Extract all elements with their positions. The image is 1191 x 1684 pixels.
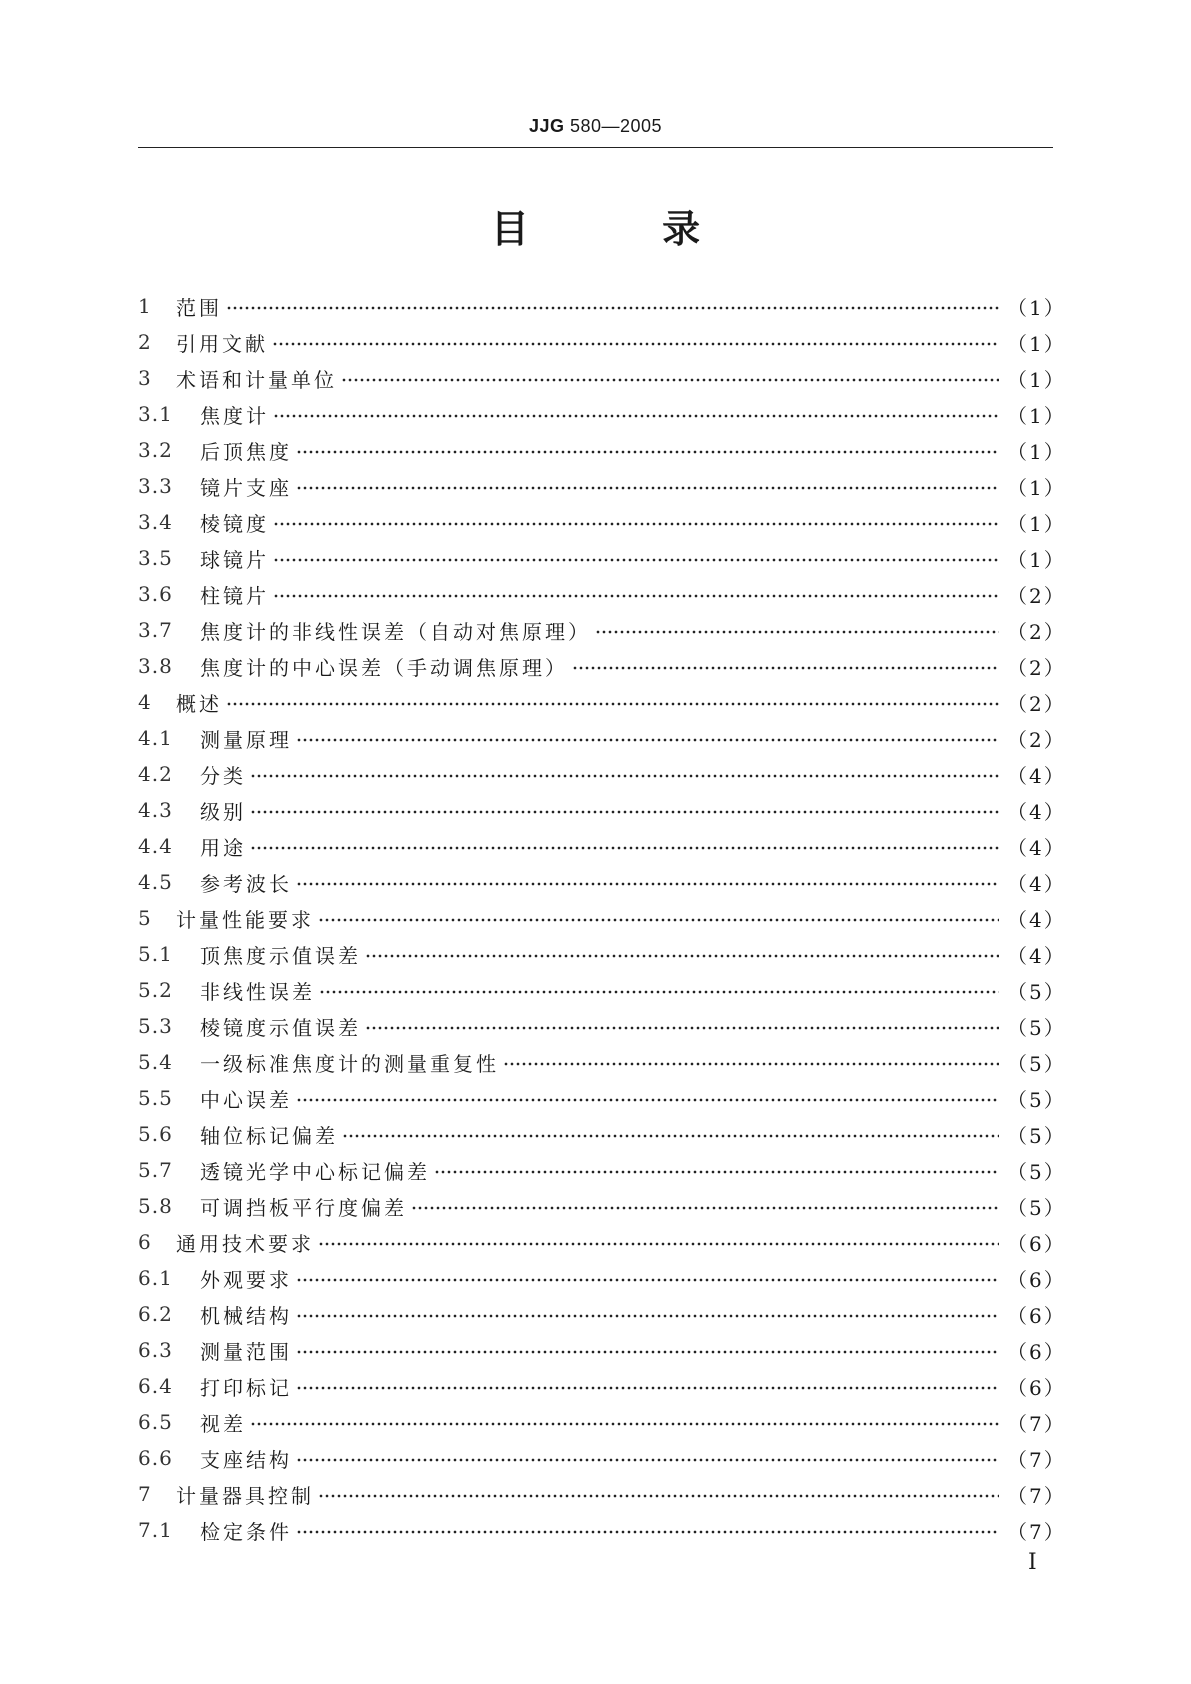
toc-dot-leader xyxy=(296,485,999,491)
toc-entry-number: 3.6 xyxy=(138,582,173,606)
toc-entry-label: 测量范围 xyxy=(200,1339,292,1364)
toc-entry[interactable] xyxy=(138,360,1066,396)
toc-entry-number: 4.5 xyxy=(138,870,173,894)
toc-entry-page: （1） xyxy=(1007,367,1066,392)
toc-entry-label: 用途 xyxy=(200,835,246,860)
toc-entry-page: （2） xyxy=(1007,583,1066,608)
toc-entry-page: （4） xyxy=(1007,835,1066,860)
toc-entry[interactable] xyxy=(138,540,1066,576)
toc-entry-number: 4.3 xyxy=(138,798,173,822)
toc-dot-leader xyxy=(319,989,999,995)
toc-entry-label: 测量原理 xyxy=(200,727,292,752)
page-number: I xyxy=(1028,1550,1037,1575)
toc-entry-page: （5） xyxy=(1007,1159,1066,1184)
toc-entry[interactable] xyxy=(138,864,1066,900)
toc-entry[interactable] xyxy=(138,1512,1066,1548)
toc-entry[interactable] xyxy=(138,576,1066,612)
toc-entry-page: （7） xyxy=(1007,1411,1066,1436)
toc-entry-page: （4） xyxy=(1007,871,1066,896)
toc-entry-number: 5.3 xyxy=(138,1014,173,1038)
toc-entry[interactable] xyxy=(138,1080,1066,1116)
toc-dot-leader xyxy=(273,557,999,563)
toc-entry-number: 5.1 xyxy=(138,942,173,966)
toc-entry-label: 术语和计量单位 xyxy=(176,367,337,392)
toc-entry-number: 6.1 xyxy=(138,1266,173,1290)
toc-entry-number: 3.2 xyxy=(138,438,173,462)
toc-entry[interactable] xyxy=(138,1404,1066,1440)
toc-entry-number: 6.2 xyxy=(138,1302,173,1326)
toc-entry-page: （1） xyxy=(1007,331,1066,356)
toc-entry[interactable] xyxy=(138,684,1066,720)
toc-entry-number: 6.5 xyxy=(138,1410,173,1434)
toc-entry-page: （7） xyxy=(1007,1519,1066,1544)
toc-dot-leader xyxy=(250,845,999,851)
toc-entry-page: （6） xyxy=(1007,1375,1066,1400)
toc-entry-page: （4） xyxy=(1007,799,1066,824)
toc-entry-number: 7 xyxy=(138,1482,152,1506)
toc-dot-leader xyxy=(296,737,999,743)
toc-entry-number: 5.4 xyxy=(138,1050,173,1074)
toc-entry-page: （2） xyxy=(1007,691,1066,716)
toc-entry-page: （5） xyxy=(1007,1087,1066,1112)
toc-dot-leader xyxy=(595,629,999,635)
toc-entry-label: 外观要求 xyxy=(200,1267,292,1292)
toc-entry[interactable] xyxy=(138,396,1066,432)
toc-dot-leader xyxy=(365,1025,999,1031)
toc-entry[interactable] xyxy=(138,432,1066,468)
toc-entry-number: 4.4 xyxy=(138,834,173,858)
toc-dot-leader xyxy=(250,773,999,779)
toc-entry-label: 棱镜度示值误差 xyxy=(200,1015,361,1040)
toc-entry-label: 通用技术要求 xyxy=(176,1231,314,1256)
toc-entry-page: （4） xyxy=(1007,943,1066,968)
toc-dot-leader xyxy=(296,1457,999,1463)
toc-entry-page: （5） xyxy=(1007,1123,1066,1148)
toc-dot-leader xyxy=(273,521,999,527)
toc-entry-number: 3.4 xyxy=(138,510,173,534)
toc-dot-leader xyxy=(296,1385,999,1391)
toc-entry-number: 2 xyxy=(138,330,152,354)
toc-entry-number: 6.6 xyxy=(138,1446,173,1470)
toc-entry-number: 4.1 xyxy=(138,726,173,750)
toc-entry-label: 机械结构 xyxy=(200,1303,292,1328)
toc-dot-leader xyxy=(341,377,999,383)
toc-entry-label: 支座结构 xyxy=(200,1447,292,1472)
toc-entry-number: 3 xyxy=(138,366,152,390)
toc-entry-label: 检定条件 xyxy=(200,1519,292,1544)
toc-entry[interactable] xyxy=(138,756,1066,792)
toc-dot-leader xyxy=(296,1313,999,1319)
toc-entry-page: （7） xyxy=(1007,1483,1066,1508)
toc-entry[interactable] xyxy=(138,1296,1066,1332)
toc-entry-label: 焦度计的中心误差（手动调焦原理） xyxy=(200,655,568,680)
table-of-contents xyxy=(138,288,1066,1548)
toc-entry[interactable] xyxy=(138,792,1066,828)
toc-dot-leader xyxy=(250,809,999,815)
toc-dot-leader xyxy=(272,341,999,347)
toc-entry-number: 5.7 xyxy=(138,1158,173,1182)
toc-entry-label: 透镜光学中心标记偏差 xyxy=(200,1159,430,1184)
toc-dot-leader xyxy=(411,1205,999,1211)
toc-entry-number: 5 xyxy=(138,906,152,930)
toc-entry-label: 中心误差 xyxy=(200,1087,292,1112)
toc-entry-page: （1） xyxy=(1007,439,1066,464)
toc-entry-number: 5.6 xyxy=(138,1122,173,1146)
toc-entry-label: 视差 xyxy=(200,1411,246,1436)
toc-entry[interactable] xyxy=(138,1188,1066,1224)
toc-dot-leader xyxy=(318,1241,999,1247)
toc-entry-page: （1） xyxy=(1007,511,1066,536)
toc-dot-leader xyxy=(503,1061,999,1067)
toc-dot-leader xyxy=(296,1349,999,1355)
toc-dot-leader xyxy=(296,881,999,887)
toc-entry-number: 4.2 xyxy=(138,762,173,786)
toc-entry[interactable] xyxy=(138,1116,1066,1152)
toc-entry-page: （1） xyxy=(1007,547,1066,572)
toc-entry-number: 3.8 xyxy=(138,654,173,678)
toc-entry-label: 参考波长 xyxy=(200,871,292,896)
toc-entry-number: 5.5 xyxy=(138,1086,173,1110)
toc-entry[interactable] xyxy=(138,1224,1066,1260)
page-title: 目 录 xyxy=(490,207,761,251)
document-header xyxy=(0,116,1191,137)
toc-entry-label: 棱镜度 xyxy=(200,511,269,536)
toc-entry-number: 3.1 xyxy=(138,402,173,426)
toc-entry[interactable] xyxy=(138,1476,1066,1512)
toc-entry-number: 6 xyxy=(138,1230,152,1254)
toc-entry-label: 焦度计的非线性误差（自动对焦原理） xyxy=(200,619,591,644)
toc-entry-page: （6） xyxy=(1007,1267,1066,1292)
toc-entry-number: 3.3 xyxy=(138,474,173,498)
toc-entry-label: 打印标记 xyxy=(200,1375,292,1400)
toc-entry-number: 6.3 xyxy=(138,1338,173,1362)
toc-entry-page: （5） xyxy=(1007,1195,1066,1220)
toc-entry-label: 计量器具控制 xyxy=(176,1483,314,1508)
toc-entry-page: （5） xyxy=(1007,1051,1066,1076)
toc-entry-label: 球镜片 xyxy=(200,547,269,572)
toc-entry-number: 5.8 xyxy=(138,1194,173,1218)
toc-dot-leader xyxy=(342,1133,999,1139)
toc-entry-page: （1） xyxy=(1007,403,1066,428)
toc-entry-page: （6） xyxy=(1007,1231,1066,1256)
toc-entry-label: 计量性能要求 xyxy=(176,907,314,932)
toc-entry-page: （4） xyxy=(1007,907,1066,932)
toc-entry[interactable] xyxy=(138,468,1066,504)
toc-dot-leader xyxy=(273,593,999,599)
toc-dot-leader xyxy=(273,413,999,419)
toc-entry[interactable] xyxy=(138,648,1066,684)
toc-entry-label: 轴位标记偏差 xyxy=(200,1123,338,1148)
toc-entry-page: （7） xyxy=(1007,1447,1066,1472)
toc-entry-number: 3.7 xyxy=(138,618,173,642)
toc-entry[interactable] xyxy=(138,1332,1066,1368)
toc-entry-page: （5） xyxy=(1007,979,1066,1004)
toc-entry-label: 级别 xyxy=(200,799,246,824)
toc-entry[interactable] xyxy=(138,504,1066,540)
toc-entry-number: 5.2 xyxy=(138,978,173,1002)
toc-entry[interactable] xyxy=(138,1440,1066,1476)
toc-entry-page: （6） xyxy=(1007,1339,1066,1364)
toc-entry-label: 柱镜片 xyxy=(200,583,269,608)
toc-entry-page: （2） xyxy=(1007,619,1066,644)
toc-entry-number: 7.1 xyxy=(138,1518,173,1542)
toc-dot-leader xyxy=(318,1493,999,1499)
toc-entry-number: 6.4 xyxy=(138,1374,173,1398)
standard-code-number: 580—2005 xyxy=(564,116,663,136)
standard-code-prefix: JJG xyxy=(528,116,565,136)
toc-entry[interactable] xyxy=(138,612,1066,648)
toc-dot-leader xyxy=(296,1277,999,1283)
toc-entry-label: 引用文献 xyxy=(176,331,268,356)
toc-dot-leader xyxy=(318,917,999,923)
toc-dot-leader xyxy=(226,305,999,311)
toc-entry-page: （5） xyxy=(1007,1015,1066,1040)
toc-entry-number: 1 xyxy=(138,294,152,318)
toc-entry[interactable] xyxy=(138,720,1066,756)
toc-entry-label: 后顶焦度 xyxy=(200,439,292,464)
toc-entry[interactable] xyxy=(138,1260,1066,1296)
toc-entry[interactable] xyxy=(138,1368,1066,1404)
toc-entry[interactable] xyxy=(138,1152,1066,1188)
toc-dot-leader xyxy=(296,449,999,455)
toc-entry-label: 顶焦度示值误差 xyxy=(200,943,361,968)
toc-entry[interactable] xyxy=(138,936,1066,972)
toc-entry[interactable] xyxy=(138,900,1066,936)
toc-entry-page: （4） xyxy=(1007,763,1066,788)
toc-dot-leader xyxy=(296,1097,999,1103)
toc-entry-label: 分类 xyxy=(200,763,246,788)
toc-entry-label: 非线性误差 xyxy=(200,979,315,1004)
toc-dot-leader xyxy=(226,701,999,707)
toc-entry-page: （1） xyxy=(1007,295,1066,320)
toc-entry-label: 概述 xyxy=(176,691,222,716)
toc-entry[interactable] xyxy=(138,1044,1066,1080)
toc-entry-page: （6） xyxy=(1007,1303,1066,1328)
toc-dot-leader xyxy=(365,953,999,959)
toc-entry-number: 4 xyxy=(138,690,152,714)
toc-entry-label: 镜片支座 xyxy=(200,475,292,500)
toc-dot-leader xyxy=(296,1529,999,1535)
toc-entry[interactable] xyxy=(138,288,1066,324)
toc-entry[interactable] xyxy=(138,324,1066,360)
toc-dot-leader xyxy=(250,1421,999,1427)
toc-entry[interactable] xyxy=(138,972,1066,1008)
toc-entry-label: 可调挡板平行度偏差 xyxy=(200,1195,407,1220)
toc-entry-label: 一级标准焦度计的测量重复性 xyxy=(200,1051,499,1076)
toc-dot-leader xyxy=(434,1169,999,1175)
toc-entry-label: 焦度计 xyxy=(200,403,269,428)
toc-entry[interactable] xyxy=(138,828,1066,864)
toc-entry-page: （2） xyxy=(1007,655,1066,680)
toc-entry-page: （2） xyxy=(1007,727,1066,752)
toc-entry-number: 3.5 xyxy=(138,546,173,570)
toc-entry-page: （1） xyxy=(1007,475,1066,500)
toc-entry-label: 范围 xyxy=(176,295,222,320)
header-rule xyxy=(138,147,1053,148)
toc-entry[interactable] xyxy=(138,1008,1066,1044)
toc-dot-leader xyxy=(572,665,999,671)
